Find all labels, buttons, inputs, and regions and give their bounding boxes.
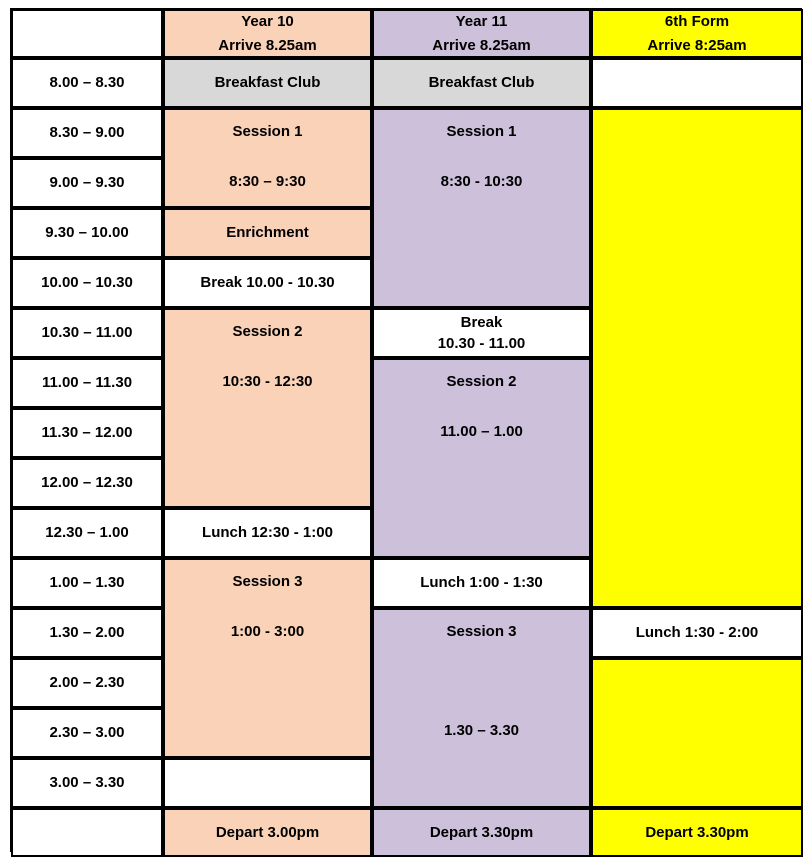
time-slot: 8.30 – 9.00 xyxy=(11,108,163,158)
year10-depart: Depart 3.00pm xyxy=(163,808,372,857)
year11-session3-range: 1.30 – 3.30 xyxy=(443,722,520,739)
time-slot: 2.00 – 2.30 xyxy=(11,658,163,708)
year11-session2 xyxy=(372,358,591,558)
year11-session3 xyxy=(372,608,591,808)
time-slot: 8.00 – 8.30 xyxy=(11,58,163,108)
time-slot: 9.30 – 10.00 xyxy=(11,208,163,258)
year11-session2-range: 11.00 – 1.00 xyxy=(440,423,523,440)
header-year11-name: Year 11 xyxy=(455,12,508,30)
sixth-form-study-block xyxy=(591,108,803,608)
year10-session3-title: Session 3 xyxy=(232,573,303,590)
year10-enrichment: Enrichment xyxy=(163,208,372,258)
sixth-form-lunch: Lunch 1:30 - 2:00 xyxy=(591,608,803,658)
year11-session2-title: Session 2 xyxy=(446,373,517,390)
time-slot: 12.00 – 12.30 xyxy=(11,458,163,508)
time-slot: 9.00 – 9.30 xyxy=(11,158,163,208)
time-slot: 10.00 – 10.30 xyxy=(11,258,163,308)
year11-lunch: Lunch 1:00 - 1:30 xyxy=(372,558,591,608)
footer-corner xyxy=(11,808,163,857)
timetable xyxy=(10,8,802,852)
time-slot: 1.30 – 2.00 xyxy=(11,608,163,658)
sixth-form-afternoon-block xyxy=(591,658,803,808)
time-slot: 10.30 – 11.00 xyxy=(11,308,163,358)
year10-breakfast-club: Breakfast Club xyxy=(163,58,372,108)
header-year10-name: Year 10 xyxy=(241,12,294,30)
header-sixth-form-name: 6th Form xyxy=(664,12,730,30)
year11-depart: Depart 3.30pm xyxy=(372,808,591,857)
year11-session1 xyxy=(372,108,591,308)
year10-session1-range: 8:30 – 9:30 xyxy=(229,173,306,190)
header-year11-arrive: Arrive 8.25am xyxy=(432,36,531,54)
header-year11 xyxy=(372,9,591,58)
time-slot: 12.30 – 1.00 xyxy=(11,508,163,558)
year11-session1-range: 8:30 - 10:30 xyxy=(440,173,523,190)
sixth-form-empty-slot xyxy=(591,58,803,108)
year10-session1-title: Session 1 xyxy=(232,123,303,140)
year10-session3 xyxy=(163,558,372,758)
time-slot: 11.00 – 11.30 xyxy=(11,358,163,408)
time-slot: 1.00 – 1.30 xyxy=(11,558,163,608)
sixth-form-depart: Depart 3.30pm xyxy=(591,808,803,857)
header-sixth-form-arrive: Arrive 8:25am xyxy=(647,36,747,54)
year11-breakfast-club: Breakfast Club xyxy=(372,58,591,108)
header-sixth-form xyxy=(591,9,803,58)
header-year10 xyxy=(163,9,372,58)
year11-break xyxy=(372,308,591,358)
year10-session3-range: 1:00 - 3:00 xyxy=(230,623,305,640)
time-slot: 3.00 – 3.30 xyxy=(11,758,163,808)
year10-session1 xyxy=(163,108,372,208)
year10-empty-slot xyxy=(163,758,372,808)
time-slot: 2.30 – 3.00 xyxy=(11,708,163,758)
year11-break-range: 10.30 - 11.00 xyxy=(437,335,526,352)
year11-break-title: Break xyxy=(460,314,503,331)
year11-session1-title: Session 1 xyxy=(446,123,517,140)
year10-lunch: Lunch 12:30 - 1:00 xyxy=(163,508,372,558)
year10-break: Break 10.00 - 10.30 xyxy=(163,258,372,308)
year10-session2-title: Session 2 xyxy=(232,323,303,340)
header-corner xyxy=(11,9,163,58)
year11-session3-title: Session 3 xyxy=(446,623,517,640)
year10-session2 xyxy=(163,308,372,508)
year10-session2-range: 10:30 - 12:30 xyxy=(222,373,313,390)
time-slot: 11.30 – 12.00 xyxy=(11,408,163,458)
header-year10-arrive: Arrive 8.25am xyxy=(218,36,317,54)
